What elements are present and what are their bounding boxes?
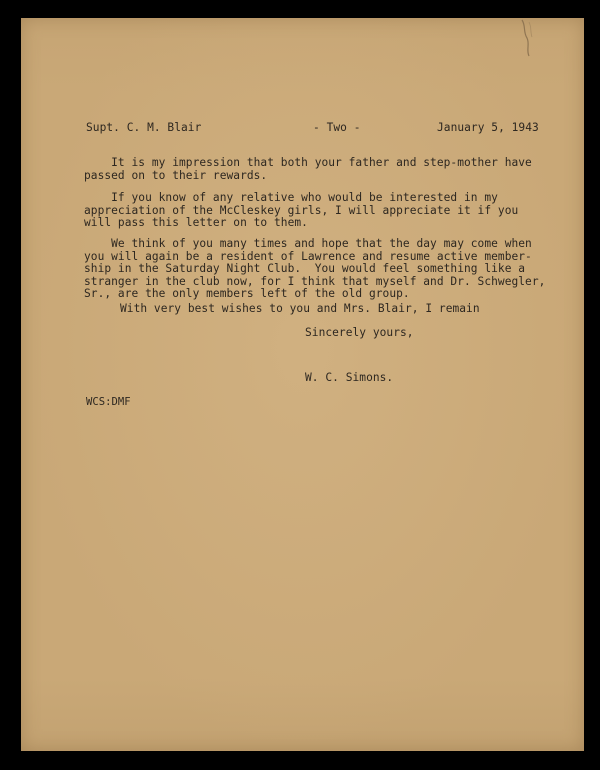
paper-tear-mark — [520, 18, 534, 58]
paragraph-parents: It is my impression that both your father and step-mother have passed on to their rewards. — [84, 156, 532, 182]
paragraph-relatives: If you know of any relative who would be interested in my appreciation of the McCleskey girls, I will appreciate it if you will pass this letter on to them. — [84, 191, 519, 230]
page-number: - Two - — [313, 121, 361, 134]
complimentary-closing: Sincerely yours, — [305, 326, 414, 339]
signature-name: W. C. Simons. — [305, 371, 394, 384]
recipient-heading: Supt. C. M. Blair — [86, 121, 202, 134]
typist-initials: WCS:DMF — [86, 396, 131, 408]
paragraph-wishes: With very best wishes to you and Mrs. Blair, I remain — [120, 302, 480, 315]
letter-date: January 5, 1943 — [437, 121, 539, 134]
paragraph-club: We think of you many times and hope that the day may come when you will again be a resident of Lawrence and resume active member- ship in the Saturday Night Club. You would feel something like a stranger in the club now, for I think that myself and Dr. Schwegler, Sr., are the only members left of the old group. — [84, 237, 546, 301]
